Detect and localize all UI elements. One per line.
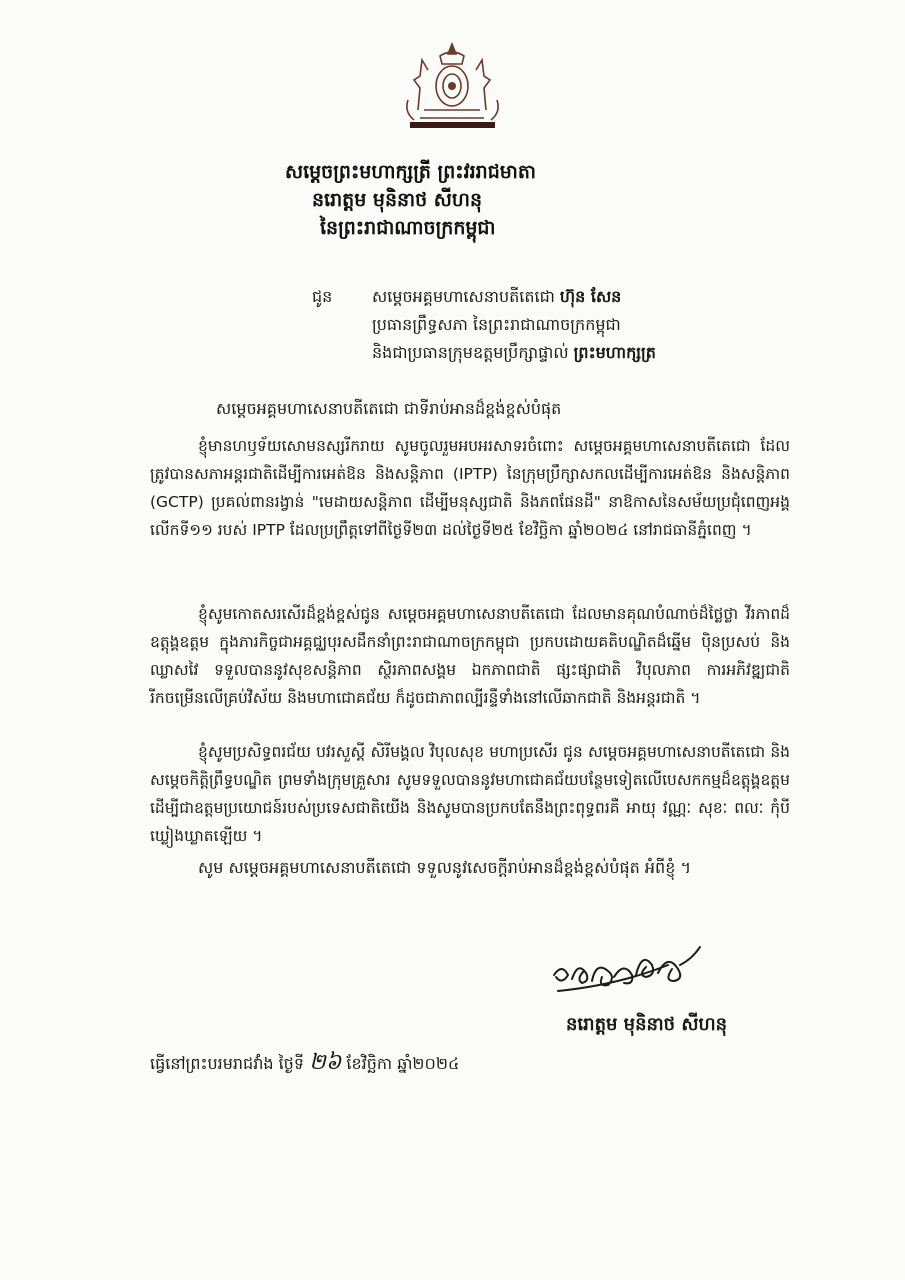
sender-name: នរោត្តម មុនិនាថ សីហនុ [312,189,483,211]
sender-title-line1: សម្តេចព្រះមហាក្សត្រី ព្រះវររាជមាតា [285,161,536,183]
recipient-line2: ប្រធានព្រឹទ្ធសភា នៃព្រះរាជាណាចក្រកម្ពុជា [372,315,621,334]
recipient-role: និងជាប្រធានក្រុមឧត្តមប្រឹក្សាផ្ទាល់ [372,343,574,362]
handwritten-signature [548,935,708,1005]
recipient-line3 [372,342,656,366]
recipient-line1 [372,286,621,310]
date-suffix: ខែវិច្ឆិកា ឆ្នាំ២០២៤ [341,1054,460,1073]
closing-line: សូម សម្តេចអគ្គមហាសេនាបតីតេជោ ទទួលនូវសេចក្តីរាប់អានដ៏ខ្ពង់ខ្ពស់បំផុត អំពីខ្ញុំ ។ [198,858,691,877]
sender-kingdom: នៃព្រះរាជាណាចក្រកម្ពុជា [320,217,496,239]
signer-name: នរោត្តម មុនិនាថ សីហនុ [566,1014,728,1035]
paragraph-3: ខ្ញុំសូមប្រសិទ្ធពរជ័យ បវរសួស្តី សិរីមង្គល វិបុលសុខ មហាប្រសើរ ជូន សម្តេចអគ្គមហាសេនាបតីតេជោ និងសម្តេចកិត្តិព្រឹទ្ធបណ្ឌិត ព្រមទាំងក្រុមគ្រួសារ សូមទទួលបាននូវមហាជោគជ័យបន្ថែមទៀតលើបេសកកម្មដ៏ឧត្តុង្គឧត្តម ដើម្បីជាឧត្តមប្រយោជន៍របស់ប្រទេសជាតិយើង និងសូមបានប្រកបតែនឹងព្រះពុទ្ធពរគឺ អាយុ វណ្ណៈ សុខៈ ពលៈ កុំបីឃ្លៀងឃ្លាតឡើយ ។ [150,743,790,845]
recipient-label: ជូន [312,287,333,306]
date-line [150,1048,459,1080]
recipient-role-bold: ព្រះមហាក្សត្រ [573,343,656,362]
recipient-title: សម្តេចអគ្គមហាសេនាបតីតេជោ [372,287,560,306]
date-prefix: ធ្វើនៅព្រះបរមរាជវាំង ថ្ងៃទី [150,1054,310,1073]
date-day: ២៦ [309,1050,342,1075]
paragraph-2: ខ្ញុំសូមកោតសរសើរដ៏ខ្ពង់ខ្ពស់ជូន សម្តេចអគ្គមហាសេនាបតីតេជោ ដែលមានគុណបំណាច់ដ៏ថ្លៃថ្លា វីរភាពដ៏ឧត្តុង្គឧត្តម ក្នុងភារកិច្ចជាអគ្គជ្ឈបុរសដឹកនាំព្រះរាជាណាចក្រកម្ពុជា ប្រកបដោយគតិបណ្ឌិតដ៏ឆ្នើម ប៉ិនប្រសប់ និងឈ្លាសវៃ ទទួលបាននូវសុខសន្តិភាព ស្ថិរភាពសង្គម ឯកភាពជាតិ ផ្សះផ្សាជាតិ វិបុលភាព ការអភិវឌ្ឍជាតិរីកចម្រើនលើគ្រប់វិស័យ និងមហាជោគជ័យ ក៏ដូចជាភាពល្បីរន្ទឺទាំងនៅលើឆាកជាតិ និងអន្តរជាតិ ។ [150,605,790,707]
paragraph-1: ខ្ញុំមានហឫទ័យសោមនស្សរីករាយ សូមចូលរួមអបអរសាទរចំពោះ សម្តេចអគ្គមហាសេនាបតីតេជោ ដែលត្រូវបានសភាអន្តរជាតិដើម្បីការអេត់ឱន និងសន្តិភាព (IPTP) នៃក្រុមប្រឹក្សាសកលដើម្បីការអេត់ឱន និងសន្តិភាព (GCTP) ប្រគល់ពានរង្វាន់ "មេដាយសន្តិភាព ដើម្បីមនុស្សជាតិ និងភពផែនដី" នាឱកាសនៃសម័យប្រជុំពេញអង្គលើកទី១១ របស់ IPTP ដែលប្រព្រឹត្តទៅពីថ្ងៃទី២៣ ដល់ថ្ងៃទី២៥ ខែវិច្ឆិកា ឆ្នាំ២០២៤ នៅរាជធានីភ្នំពេញ ។ [150,437,790,539]
salutation: សម្តេចអគ្គមហាសេនាបតីតេជោ ជាទីរាប់អានដ៏ខ្ពង់ខ្ពស់បំផុត [216,399,562,418]
recipient-name: ហ៊ុន សែន [559,287,622,306]
royal-crest-icon [400,40,505,132]
